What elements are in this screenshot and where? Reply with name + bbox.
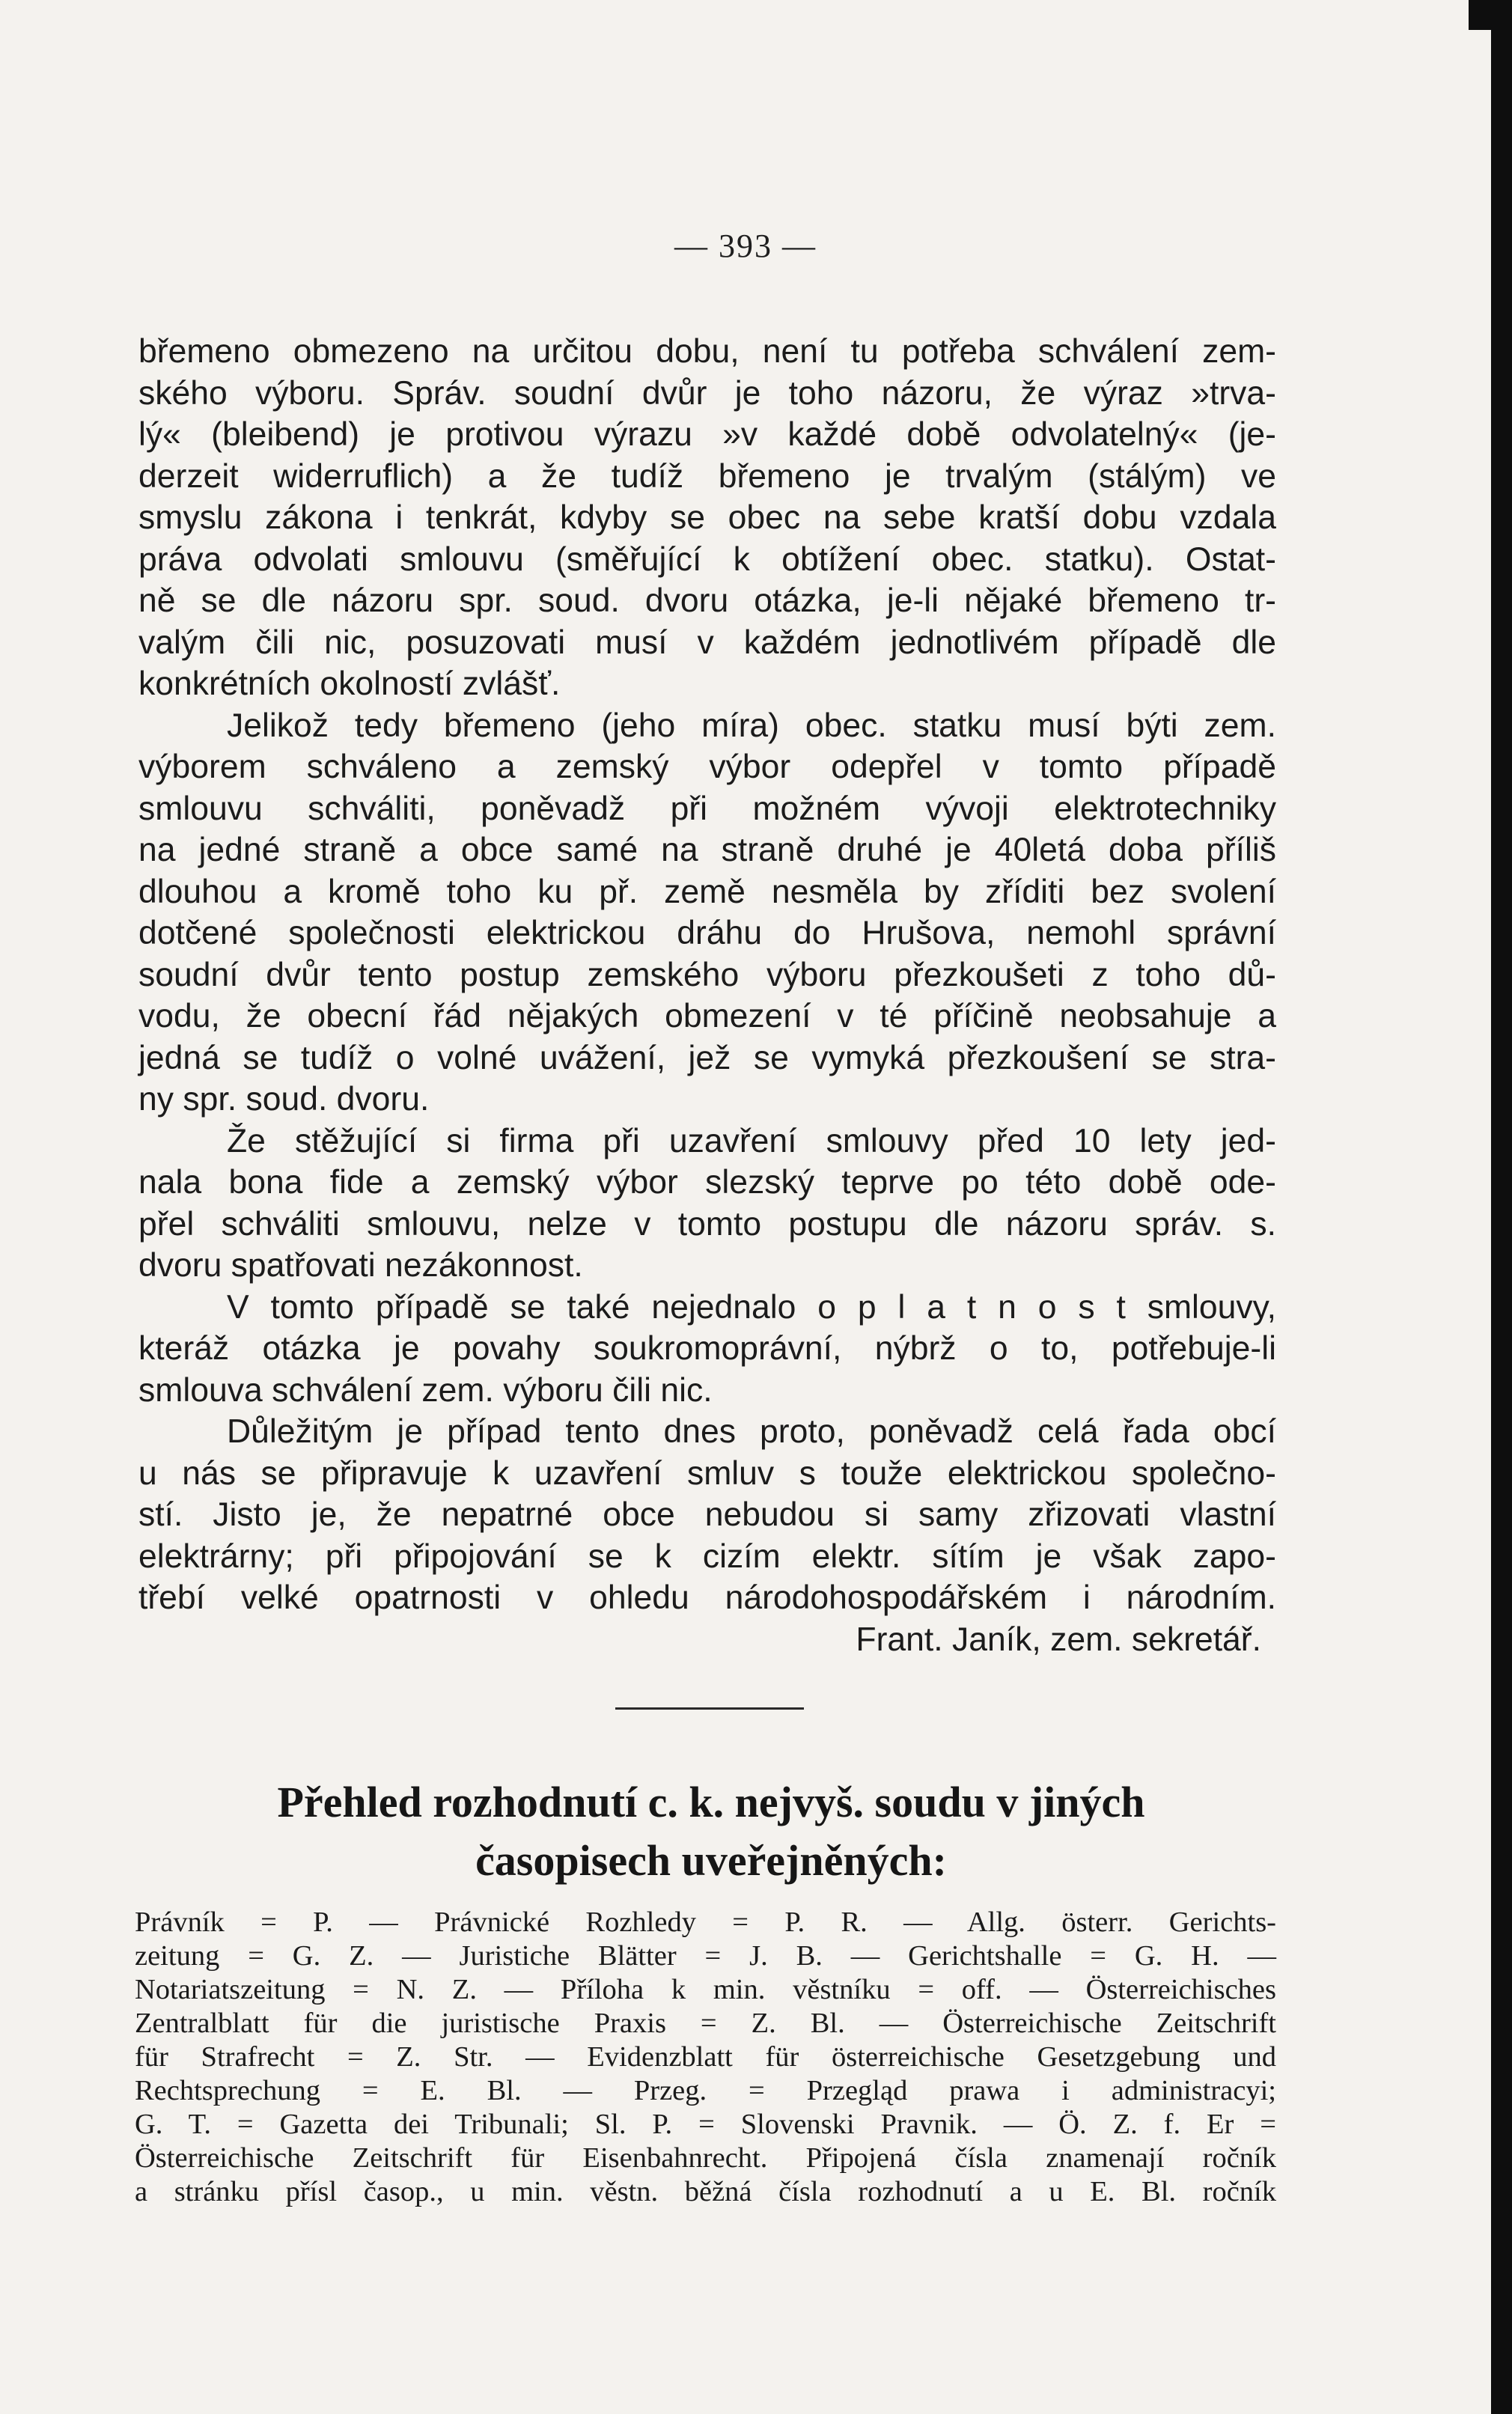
abbreviations-list xyxy=(135,1906,1276,2209)
text-line: práva odvolati smlouvu (směřující k obtížení obec. statku). Ostat- xyxy=(138,540,1276,578)
abbrev-line: Právník = P. — Právnické Rozhledy = P. R. — Allg. österr. Gerichts- xyxy=(135,1906,1276,1938)
paragraph-5 xyxy=(138,1411,1276,1619)
text-line: dvoru spatřovati nezákonnost. xyxy=(138,1247,583,1284)
text-line: smlouvu schváliti, poněvadž při možném vývoji elektrotechniky xyxy=(138,790,1276,827)
text-line: Že stěžující si firma při uzavření smlouvy před 10 lety jed- xyxy=(227,1122,1276,1159)
section-divider xyxy=(615,1707,804,1710)
text-line: stí. Jisto je, že nepatrné obce nebudou si samy zřizovati vlastní xyxy=(138,1496,1276,1533)
abbrev-line: a stránku přísl časop., u min. věstn. běžná čísla rozhodnutí a u E. Bl. ročník xyxy=(135,2176,1276,2207)
text-line: jedná se tudíž o volné uvážení, jež se vymyká přezkoušení se stra- xyxy=(138,1039,1276,1076)
text-line: výborem schváleno a zemský výbor odepřel v tomto případě xyxy=(138,749,1276,785)
text-line: ského výboru. Správ. soudní dvůr je toho názoru, že výraz »trva- xyxy=(138,374,1276,412)
scan-edge xyxy=(1491,0,1512,2414)
text-line: ně se dle názoru spr. soud. dvoru otázka, je-li nějaké břemeno tr- xyxy=(138,582,1276,619)
abbrev-line: Rechtsprechung = E. Bl. — Przeg. = Przegląd prawa i administracyi; xyxy=(135,2075,1276,2106)
abbrev-line: Zentralblatt für die juristische Praxis = Z. Bl. — Österreichische Zeitschrift xyxy=(135,2008,1276,2039)
text-line: soudní dvůr tento postup zemského výboru přezkoušeti z toho dů- xyxy=(138,956,1276,993)
text-line: ny spr. soud. dvoru. xyxy=(138,1081,430,1118)
text-line: na jedné straně a obce samé na straně druhé je 40letá doba příliš xyxy=(138,832,1276,868)
body-text xyxy=(138,331,1276,1660)
text-line: elektrárny; při připojování se k cizím elektr. sítím je však zapo- xyxy=(138,1537,1276,1575)
text-line: břemeno obmezeno na určitou dobu, není tu potřeba schválení zem- xyxy=(138,333,1276,370)
text-line: u nás se připravuje k uzavření smluv s touže elektrickou společno- xyxy=(138,1454,1276,1492)
text-line: V tomto případě se také nejednalo o p l a t n o s t smlouvy, xyxy=(227,1288,1276,1326)
paragraph-3 xyxy=(138,1121,1276,1287)
text-line: dlouhou a kromě toho ku př. země nesměla by zříditi bez svolení xyxy=(138,873,1276,910)
paragraph-2 xyxy=(138,705,1276,1121)
text-line: Jelikož tedy břemeno (jeho míra) obec. statku musí býti zem. xyxy=(227,707,1276,744)
abbrev-line: für Strafrecht = Z. Str. — Evidenzblatt für österreichische Gesetzgebung und xyxy=(135,2041,1276,2073)
text-line: smlouva schválení zem. výboru čili nic. xyxy=(138,1371,713,1409)
text-line: třebí velké opatrnosti v ohledu národohospodářském i národním. xyxy=(138,1579,1276,1616)
abbrev-line: zeitung = G. Z. — Juristiche Blätter = J. B. — Gerichtshalle = G. H. — xyxy=(135,1940,1276,1972)
text-line: kteráž otázka je povahy soukromoprávní, nýbrž o to, potřebuje-li xyxy=(138,1330,1276,1367)
paragraph-1 xyxy=(138,331,1276,705)
text-line: přel schváliti smlouvu, nelze v tomto postupu dle názoru správ. s. xyxy=(138,1205,1276,1243)
text-line: valým čili nic, posuzovati musí v každém jednotlivém případě dle xyxy=(138,624,1276,661)
paragraph-4 xyxy=(138,1287,1276,1412)
text-line: vodu, že obecní řád nějakých obmezení v té příčině neobsahuje a xyxy=(138,998,1276,1034)
text-line: derzeit widerruflich) a že tudíž břemeno je trvalým (stálým) ve xyxy=(138,457,1276,495)
text-line: nala bona fide a zemský výbor slezský teprve po této době ode- xyxy=(138,1164,1276,1201)
section-title-line: Přehled rozhodnutí c. k. nejvyš. soudu v jiných xyxy=(277,1778,1145,1826)
section-title xyxy=(142,1773,1280,1890)
text-line: lý« (bleibend) je protivou výrazu »v každé době odvolatelný« (je- xyxy=(138,416,1276,453)
scan-shadow xyxy=(1469,0,1491,30)
text-line: smyslu zákona i tenkrát, kdyby se obec na sebe kratší dobu vzdala xyxy=(138,499,1276,536)
abbrev-line: Österreichische Zeitschrift für Eisenbahnrecht. Připojená čísla znamenají ročník xyxy=(135,2142,1276,2174)
section-title-line: časopisech uveřejněných: xyxy=(475,1836,947,1885)
signature: Frant. Janík, zem. sekretář. xyxy=(856,1621,1261,1658)
abbrev-line: G. T. = Gazetta dei Tribunali; Sl. P. = Slovenski Pravnik. — Ö. Z. f. Er = xyxy=(135,2109,1276,2140)
text-line: Důležitým je případ tento dnes proto, poněvadž celá řada obcí xyxy=(227,1413,1276,1450)
abbrev-line: Notariatszeitung = N. Z. — Příloha k min. věstníku = off. — Österreichisches xyxy=(135,1974,1276,2005)
text-line: dotčené společnosti elektrickou dráhu do Hrušova, nemohl správní xyxy=(138,915,1276,951)
page-number: — 393 — xyxy=(674,228,817,264)
text-line: konkrétních okolností zvlášť. xyxy=(138,665,561,702)
